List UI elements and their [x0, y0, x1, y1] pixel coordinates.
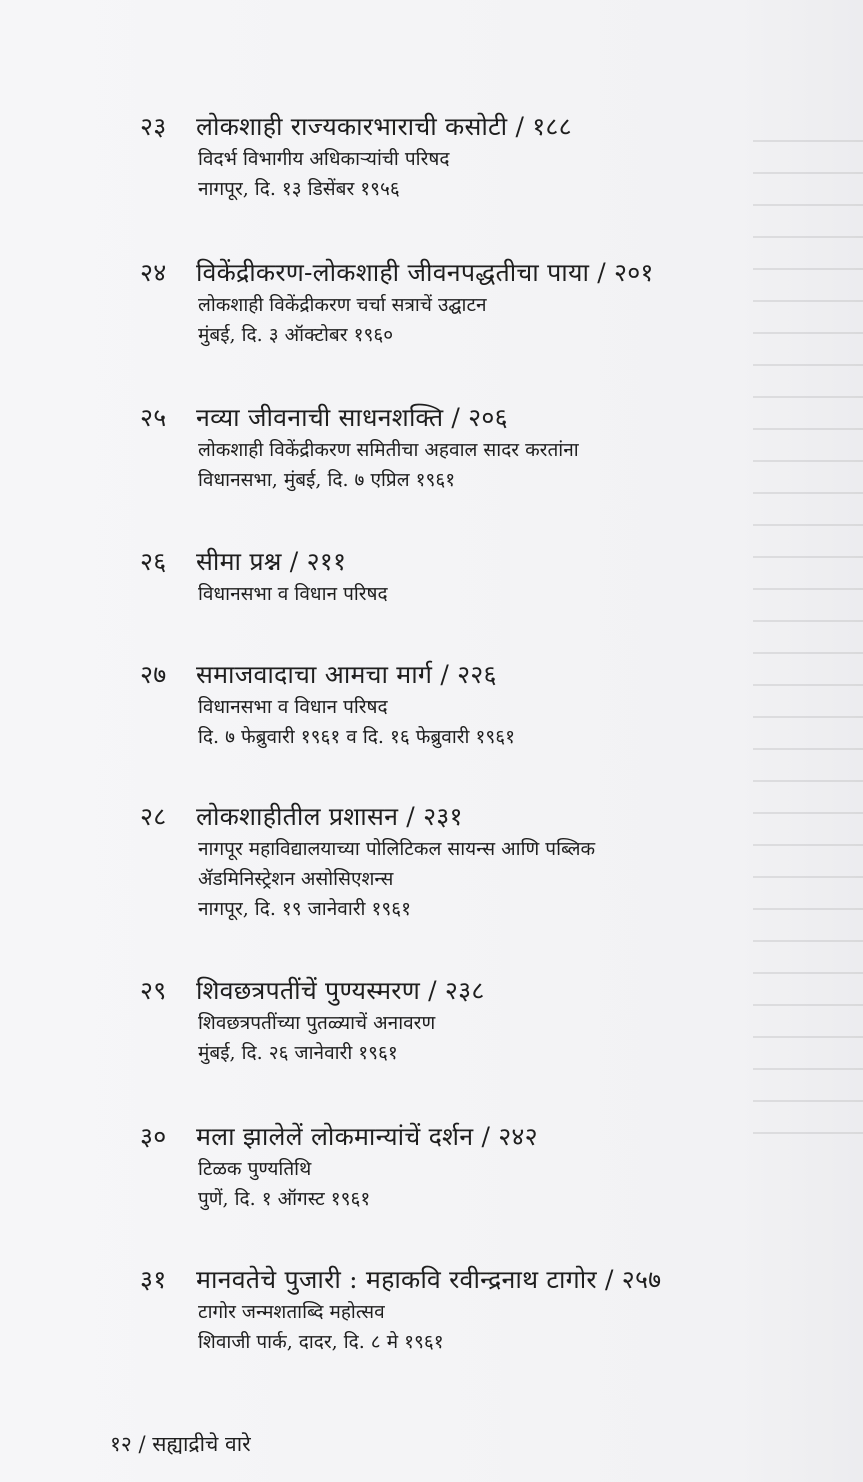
contents-entry: [140, 545, 840, 609]
contents-entry: [140, 256, 840, 350]
entry-title-text: मला झालेलें लोकमान्यांचें दर्शन / २४२: [196, 1122, 538, 1151]
entry-number: २८: [140, 802, 167, 831]
entry-title: [140, 401, 840, 435]
entry-number: २६: [140, 547, 167, 576]
entry-title: [140, 974, 840, 1008]
entry-title-text: लोकशाही राज्यकारभाराची कसोटी / १८८: [196, 112, 572, 141]
entry-title-text: मानवतेचे पुजारी : महाकवि रवीन्द्रनाथ टागोर / २५७: [196, 1265, 662, 1294]
entry-title: [140, 658, 840, 692]
entry-title-text: समाजवादाचा आमचा मार्ग / २२६: [196, 660, 497, 689]
entry-title-text: शिवछत्रपतींचें पुण्यस्मरण / २३८: [196, 976, 485, 1005]
entry-detail: विधानसभा व विधान परिषद: [198, 696, 388, 718]
contents-entry: [140, 1120, 840, 1214]
entry-detail: मुंबई, दि. ३ ऑक्टोबर १९६०: [198, 324, 394, 346]
entry-detail: टागोर जन्मशताब्दि महोत्सव: [198, 1301, 385, 1323]
entry-detail: विधानसभा व विधान परिषद: [198, 583, 388, 605]
entry-detail: मुंबई, दि. २६ जानेवारी १९६१: [198, 1042, 398, 1064]
entry-title: [140, 545, 840, 579]
contents-entry: [140, 800, 840, 924]
entry-title: [140, 1263, 840, 1297]
entry-detail: नागपूर, दि. १९ जानेवारी १९६१: [198, 898, 411, 920]
contents-entry: [140, 658, 840, 752]
entry-title: [140, 256, 840, 290]
contents-entry: [140, 401, 840, 495]
entry-detail: नागपूर महाविद्यालयाच्या पोलिटिकल सायन्स आणि पब्लिक: [198, 838, 596, 860]
entry-number: ३१: [140, 1265, 167, 1294]
entry-detail: शिवछत्रपतींच्या पुतळ्याचें अनावरण: [198, 1012, 436, 1034]
entry-detail: शिवाजी पार्क, दादर, दि. ८ मे १९६१: [198, 1331, 444, 1353]
entry-number: २७: [140, 660, 167, 689]
entry-title: [140, 1120, 840, 1154]
entry-number: ३०: [140, 1122, 167, 1151]
contents-entry: [140, 1263, 840, 1357]
entry-title: [140, 110, 840, 144]
entry-detail: विधानसभा, मुंबई, दि. ७ एप्रिल १९६१: [198, 469, 456, 491]
entry-number: २४: [140, 258, 167, 287]
entry-title-text: लोकशाहीतील प्रशासन / २३१: [196, 802, 463, 831]
entry-detail: दि. ७ फेब्रुवारी १९६१ व दि. १६ फेब्रुवारी १९६१: [198, 726, 516, 748]
entry-detail: पुणें, दि. १ ऑगस्ट १९६१: [198, 1188, 371, 1210]
entry-number: २३: [140, 112, 167, 141]
entry-detail: ॲडमिनिस्ट्रेशन असोसिएशन्स: [198, 868, 394, 890]
page-footer: १२ / सह्याद्रीचे वारे: [110, 1432, 251, 1456]
entry-detail: लोकशाही विकेंद्रीकरण समितीचा अहवाल सादर करतांना: [198, 439, 579, 461]
contents-entry: [140, 110, 840, 204]
entry-number: २९: [140, 976, 167, 1005]
entry-title-text: विकेंद्रीकरण-लोकशाही जीवनपद्धतीचा पाया / २०१: [196, 258, 654, 287]
entry-number: २५: [140, 403, 167, 432]
contents-entry: [140, 974, 840, 1068]
entry-title-text: नव्या जीवनाची साधनशक्ति / २०६: [196, 403, 508, 432]
entry-title-text: सीमा प्रश्न / २११: [196, 547, 347, 576]
entry-title: [140, 800, 840, 834]
entry-detail: नागपूर, दि. १३ डिसेंबर १९५६: [198, 178, 400, 200]
entry-detail: लोकशाही विकेंद्रीकरण चर्चा सत्राचें उद्घाटन: [198, 294, 487, 316]
entry-detail: विदर्भ विभागीय अधिकाऱ्यांची परिषद: [198, 148, 450, 170]
entry-detail: टिळक पुण्यतिथि: [198, 1158, 312, 1180]
